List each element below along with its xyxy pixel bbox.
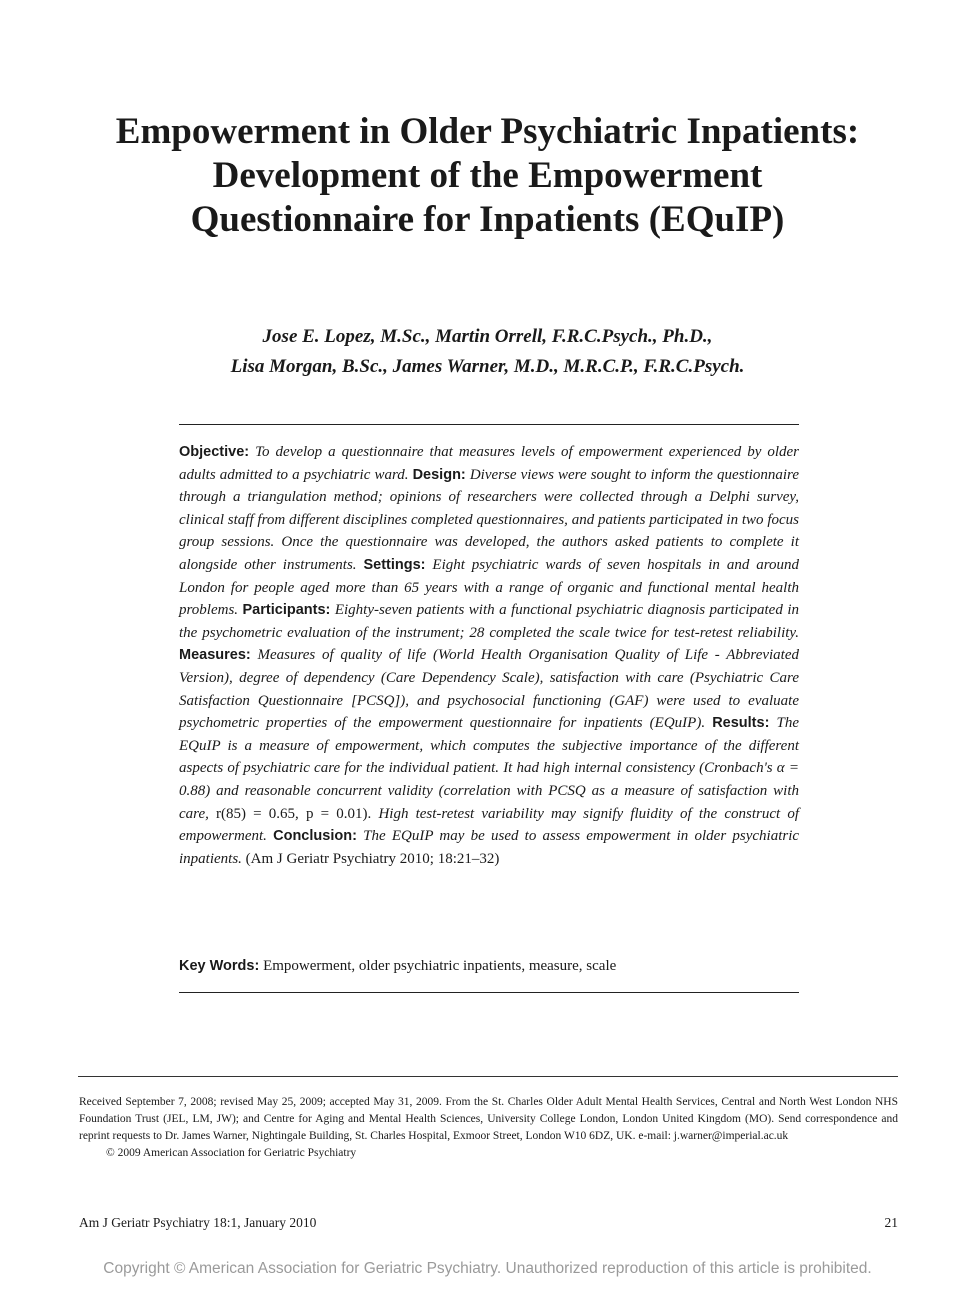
- author-list: [100, 322, 875, 382]
- footnote-rule: [78, 1076, 898, 1077]
- footnote-copyright: © 2009 American Association for Geriatric Psychiatry: [106, 1147, 357, 1159]
- key-words-label: Key Words:: [179, 958, 260, 974]
- settings-text: Eight psychiatric wards of seven hospitals in and around London for people aged more than 65 years with a range of organic and functional mental health problems.: [179, 556, 800, 619]
- key-words: [179, 955, 799, 977]
- abstract-bottom-rule: [179, 992, 799, 993]
- objective-text: To develop a questionnaire that measures levels of empowerment experienced by older adults admitted to a psychiatric ward.: [179, 444, 800, 483]
- authors-line-2: Lisa Morgan, B.Sc., James Warner, M.D., M.R.C.P., F.R.C.Psych.: [230, 356, 745, 377]
- results-text-a: The EQuIP is a measure of empowerment, which computes the subjective importance of the different aspects of psychiatric care for the individual patient. It had high internal consistency (Cronbach's α = 0.88) and reasonable concurrent validity (correlation with PCSQ as a measure of satisfaction with care,: [179, 715, 800, 822]
- results-text-b: High test-retest variability may signify fluidity of the construct of empowerment.: [179, 805, 799, 845]
- conclusion-text: The EQuIP may be used to assess empowerment in older psychiatric inpatients.: [179, 828, 800, 867]
- authors-line-1: Jose E. Lopez, M.Sc., Martin Orrell, F.R.C.Psych., Ph.D.,: [262, 326, 713, 347]
- design-text: Diverse views were sought to inform the questionnaire through a triangulation method; opinions of researchers were collected through a Delphi survey, clinical staff from different disciplines completed questionnaires, and patients participated in two focus group sessions. Once the questionnaire was developed, the authors asked patients to complete it alongside other instruments.: [179, 466, 799, 573]
- results-label: Results:: [712, 715, 770, 732]
- article-title: Empowerment in Older Psychiatric Inpatients: Development of the Empowerment Questionnaire for Inpatients (EQuIP): [115, 111, 860, 240]
- participants-text: Eighty-seven patients with a functional psychiatric diagnosis participated in the psychometric evaluation of the instrument; 28 completed the scale twice for test-retest reliability.: [179, 602, 799, 641]
- footnote-text: Received September 7, 2008; revised May 25, 2009; accepted May 31, 2009. From the St. Charles Older Adult Mental Health Services, Central and North West London NHS Foundation Trust (JEL, LM, JW); and Centre for Aging and Mental Health Sciences, University College London, London United Kingdom (MO). Send correspondence and reprint requests to Dr. James Warner, Nightingale Building, St. Charles Hospital, Exmoor Street, London W10 6DZ, UK. e-mail: j.warner@imperial.ac.uk: [79, 1096, 898, 1142]
- abstract: [179, 441, 799, 870]
- measures-text: Measures of quality of life (World Health Organisation Quality of Life - Abbreviated Version), degree of dependency (Care Dependency Scale), satisfaction with care (Psychiatric Care Satisfaction Questionnaire [PCSQ]), and psychosocial functioning (GAF) were used to evaluate psychometric properties of the empowerment questionnaire for inpatients (EQuIP).: [179, 647, 799, 732]
- abstract-top-rule: [179, 424, 799, 425]
- page-number: 21: [884, 1215, 898, 1230]
- journal-footer: Am J Geriatr Psychiatry 18:1, January 2010: [79, 1215, 317, 1230]
- copyright-watermark: Copyright © American Association for Geriatric Psychiatry. Unauthorized reproduction of this article is prohibited.: [103, 1260, 872, 1277]
- results-stat: r(85) = 0.65, p = 0.01).: [216, 805, 372, 822]
- design-label: Design:: [412, 466, 466, 483]
- conclusion-label: Conclusion:: [273, 828, 357, 845]
- settings-label: Settings:: [363, 556, 426, 573]
- footnote: [79, 1094, 898, 1162]
- objective-label: Objective:: [179, 444, 250, 460]
- journal-citation: (Am J Geriatr Psychiatry 2010; 18:21–32): [245, 850, 500, 867]
- participants-label: Participants:: [242, 602, 331, 619]
- measures-label: Measures:: [179, 647, 251, 664]
- key-words-text: Empowerment, older psychiatric inpatients, measure, scale: [263, 958, 617, 974]
